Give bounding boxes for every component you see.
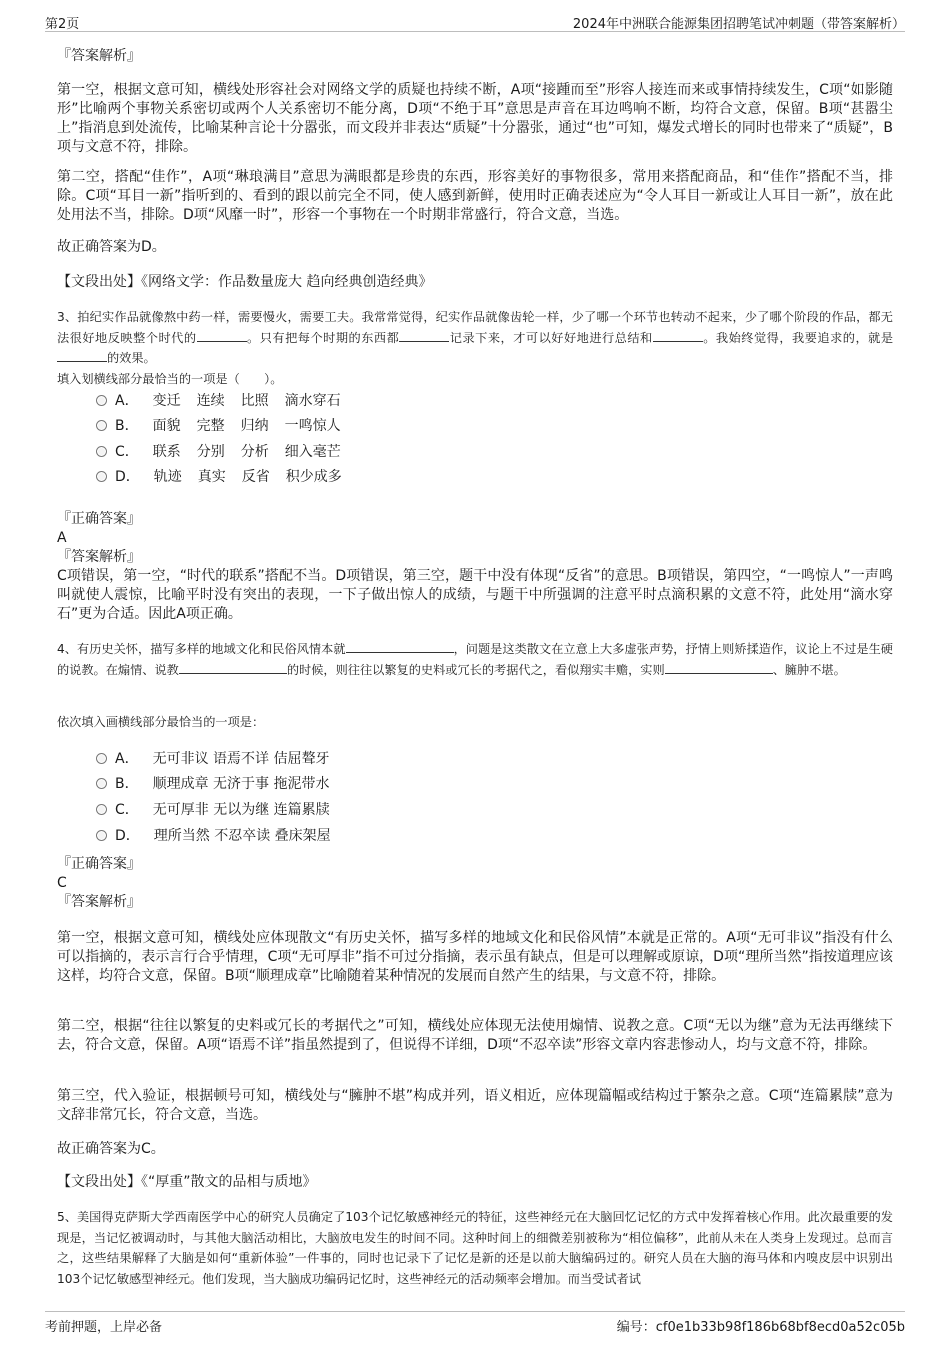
q4-answer: C	[57, 875, 67, 891]
q3-answer-block	[57, 510, 893, 624]
radio-button[interactable]	[96, 830, 107, 841]
blank-line	[399, 329, 449, 342]
page-header	[45, 11, 905, 32]
blank-line	[197, 329, 247, 342]
q3-option-d[interactable]: D． 轨迹 真实 反省 积少成多	[96, 467, 342, 487]
q4-analysis-p3-block	[57, 1087, 893, 1125]
q3-stem-block	[57, 307, 893, 389]
radio-button[interactable]	[96, 753, 107, 764]
q4-answer-block	[57, 855, 893, 912]
q4-analysis-p1: 第一空，根据文意可知，横线处应体现散文“有历史关怀，描写多样的地域文化和民俗风情”本就是正常的。A项“无可非议”指没有什么可以指摘的，表示言行合乎情理，C项“无可厚非”指不可过分指摘，表示虽有缺点，但是可以理解或原谅，D项“理所当然”指按道理应该这样，均符合文意，保留。B项“顺理成章”比喻随着某种情况的发展而自然产生的结果，与文意不符，排除。	[57, 930, 893, 984]
q4-stem: 4、有历史关怀，描写多样的地域文化和民俗风情本就 ，问题是这类散文在立意上大多虚张声势，抒情上则矫揉造作，议论上不过是生硬的说教。在煽情、说教 的时候，则往往以繁复的史料或冗长的考据代之，看似翔实丰赡，实则 、臃肿不堪。	[57, 642, 893, 677]
q3-option-b[interactable]: B． 面貌 完整 归纳 一鸣惊人	[96, 416, 341, 436]
q3-answer: A	[57, 530, 67, 546]
blank-line	[57, 349, 107, 362]
q2-analysis-title: 『答案解析』	[57, 48, 141, 64]
q4-conclusion: 故正确答案为C。	[57, 1141, 165, 1157]
q2-source-block	[57, 273, 893, 292]
q4-source-block	[57, 1173, 893, 1192]
q2-conclusion: 故正确答案为D。	[57, 239, 166, 255]
radio-button[interactable]	[96, 395, 107, 406]
q5-stem-block	[57, 1207, 893, 1289]
q2-analysis-p2-block	[57, 168, 893, 225]
q2-analysis-p2: 第二空，搭配“佳作”，A项“琳琅满目”意思为满眼都是珍贵的东西，形容美好的事物很多，常用来搭配商品，和“佳作”搭配不当，排除。C项“耳目一新”指听到的、看到的跟以前完全不同，使人感到新鲜，使用时正确表述应为“令人耳目一新或让人耳目一新”，放在此处用法不当，排除。D项“风靡一时”，形容一个事物在一个时期非常盛行，符合文意，当选。	[57, 169, 893, 223]
blank-line	[653, 329, 703, 342]
q4-analysis-p2: 第二空，根据“往往以繁复的史料或冗长的考据代之”可知，横线处应体现无法使用煽情、说教之意。C项“无以为继”意为无法再继续下去，符合文意，保留。A项“语焉不详”指虽然提到了，但说得不详细，D项“不忍卒读”形容文章内容悲惨动人，均与文意不符，排除。	[57, 1018, 893, 1053]
blank-line	[665, 661, 773, 674]
q4-analysis-title: 『答案解析』	[57, 894, 141, 910]
q3-option-a[interactable]: A． 变迁 连续 比照 滴水穿石	[96, 391, 341, 411]
document-title: 2024年中洲联合能源集团招聘笔试冲刺题（带答案解析）	[572, 17, 905, 32]
radio-button[interactable]	[96, 804, 107, 815]
radio-button[interactable]	[96, 778, 107, 789]
q4-analysis-p2-block	[57, 1017, 893, 1055]
blank-line	[346, 640, 454, 653]
q2-analysis-p1: 第一空，根据文意可知，横线处形容社会对网络文学的质疑也持续不断，A项“接踵而至”形容人接连而来或事情持续发生，C项“如影随形”比喻两个事物关系密切或两个人关系密切不能分离，D项“不绝于耳”意思是声音在耳边鸣响不断，均符合文意，保留。B项“甚嚣尘上”指消息到处流传，比喻某种言论十分嚣张，而文段并非表达“质疑”十分嚣张，通过“也”可知，爆发式增长的同时也带来了“质疑”，B项与文意不符，排除。	[57, 82, 893, 155]
radio-button[interactable]	[96, 471, 107, 482]
q3-option-c[interactable]: C． 联系 分别 分析 细入毫芒	[96, 442, 341, 462]
radio-button[interactable]	[96, 420, 107, 431]
document-code: 编号：cf0e1b33b98f186b68bf8ecd0a52c05b	[616, 1320, 905, 1335]
page-footer	[45, 1311, 905, 1334]
q2-analysis-title-block	[57, 47, 893, 66]
footer-slogan: 考前押题，上岸必备	[45, 1320, 163, 1335]
q4-source: 【文段出处】《“厚重”散文的品相与质地》	[57, 1174, 317, 1190]
q2-conclusion-block	[57, 238, 893, 257]
q4-option-c[interactable]: C． 无可厚非 无以为继 连篇累牍	[96, 800, 330, 820]
q4-analysis-p1-block	[57, 929, 893, 986]
q3-analysis: C项错误，第一空，“时代的联系”搭配不当。D项错误，第三空，题干中没有体现“反省”的意思。B项错误，第四空，“一鸣惊人”一声鸣叫就使人震惊，比喻平时没有突出的表现，一下子做出惊人的成绩，与题干中所强调的注意平时点滴积累的文意不符，此处用“滴水穿石”更为合适。因此A项正确。	[57, 568, 893, 622]
q4-prompt-block	[57, 712, 893, 733]
q2-source: 【文段出处】《网络文学：作品数量庞大 趋向经典创造经典》	[57, 274, 433, 290]
q4-prompt: 依次填入画横线部分最恰当的一项是：	[57, 715, 265, 729]
q3-stem: 3、拍纪实作品就像熬中药一样，需要慢火，需要工夫。我常常觉得，纪实作品就像齿轮一样，少了哪一个环节也转动不起来，少了哪个阶段的作品，都无法很好地反映整个时代的 。只有把每个时期的东西都 记录下来，才可以好好地进行总结和 。我始终觉得，我要追求的，就是的效果。	[57, 310, 894, 365]
page-number: 第2页	[45, 17, 80, 32]
q3-correct-title: 『正确答案』	[57, 511, 141, 527]
q4-correct-title: 『正确答案』	[57, 856, 141, 872]
q4-option-d[interactable]: D． 理所当然 不忍卒读 叠床架屋	[96, 826, 331, 846]
q4-analysis-p3: 第三空，代入验证，根据顿号可知，横线处与“臃肿不堪”构成并列，语义相近，应体现篇幅或结构过于繁杂之意。C项“连篇累牍”意为文辞非常冗长，符合文意，当选。	[57, 1088, 893, 1123]
q4-conclusion-block	[57, 1140, 893, 1159]
q4-stem-block	[57, 639, 893, 680]
q4-option-a[interactable]: A． 无可非议 语焉不详 佶屈聱牙	[96, 749, 329, 769]
blank-line	[179, 661, 287, 674]
q2-analysis-p1-block	[57, 81, 893, 157]
q4-option-b[interactable]: B． 顺理成章 无济于事 拖泥带水	[96, 774, 330, 794]
q5-stem: 5、美国得克萨斯大学西南医学中心的研究人员确定了103个记忆敏感神经元的特征，这些神经元在大脑回忆记忆的方式中发挥着核心作用。此次最重要的发现是，当记忆被调动时，与其他大脑活动相比，大脑放电发生的时间不同。这种时间上的细微差别被称为“相位偏移”，此前从未在人类身上发现过。总而言之，这些结果解释了大脑是如何“重新体验”一件事的，同时也记录下了记忆是新的还是以前大脑编码过的。研究人员在大脑的海马体和内嗅皮层中识别出103个记忆敏感型神经元。他们发现，当大脑成功编码记忆时，这些神经元的活动频率会增加。而当受试者试	[57, 1210, 893, 1286]
q3-analysis-title: 『答案解析』	[57, 549, 141, 565]
radio-button[interactable]	[96, 446, 107, 457]
q3-prompt: 填入划横线部分最恰当的一项是（ ）。	[57, 371, 283, 386]
